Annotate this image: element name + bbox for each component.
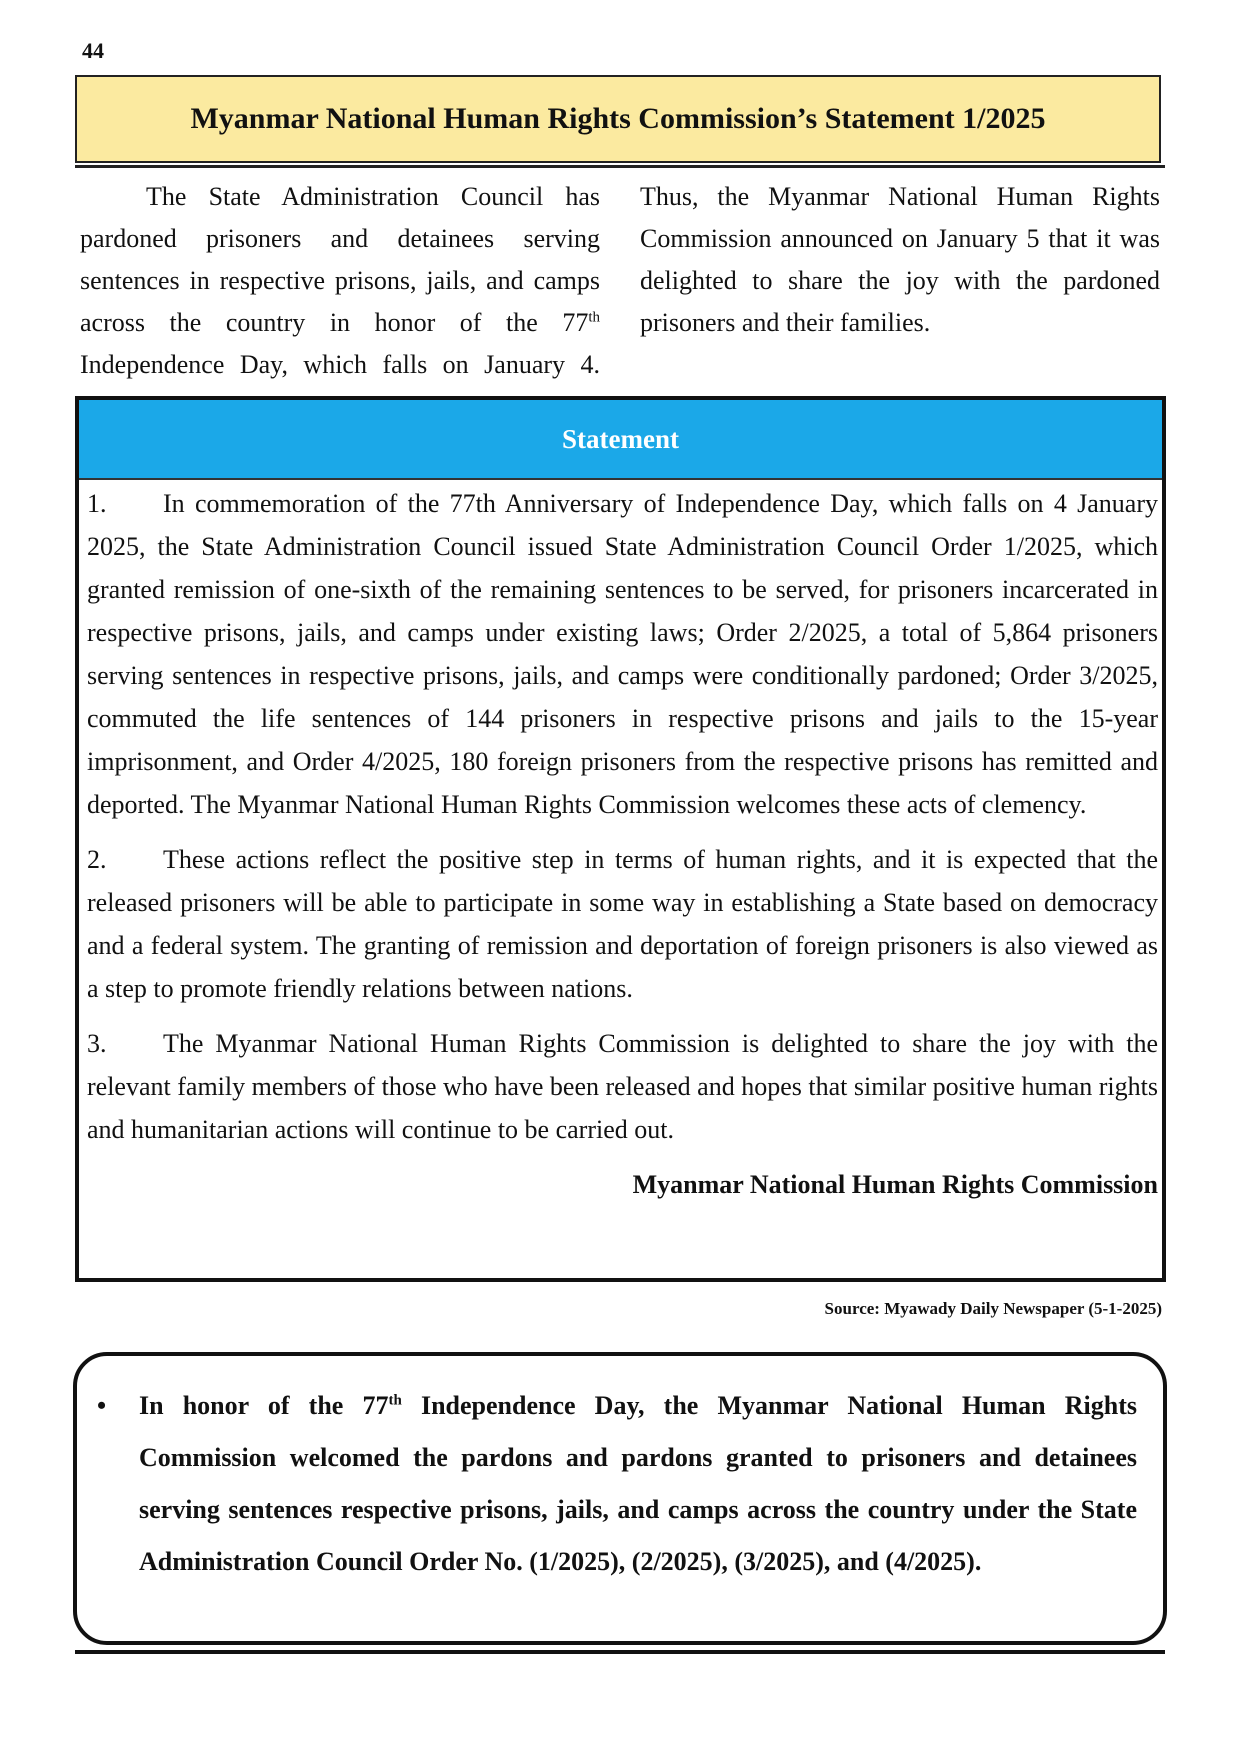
bottom-divider bbox=[75, 1650, 1165, 1654]
paragraph-number: 1. bbox=[87, 489, 107, 518]
page-number: 44 bbox=[82, 38, 104, 63]
statement-box bbox=[75, 396, 1166, 1282]
highlight-text-start: In honor of the 77 bbox=[139, 1391, 389, 1420]
page-title: Myanmar National Human Rights Commission’s Statement 1/2025 bbox=[190, 102, 1046, 135]
paragraph-text: In commemoration of the 77th Anniversary of Independence Day, which falls on 4 January 2025, the State Administration Council issued State Administration Council Order 1/2025, which granted remission of one-sixth of the remaining sentences to be served, for prisoners incarcerated in respective prisons, jails, and camps under existing laws; Order 2/2025, a total of 5,864 prisoners serving sentences in respective prisons, jails, and camps were conditionally pardoned; Order 3/2025, commuted the life sentences of 144 prisoners in respective prisons and jails to the 15-year imprisonment, and Order 4/2025, 180 foreign prisoners from the respective prisons has remitted and deported. The Myanmar National Human Rights Commission welcomes these acts of clemency. bbox=[87, 489, 1158, 819]
paragraph-number: 3. bbox=[87, 1029, 107, 1058]
intro-paragraph bbox=[80, 176, 1160, 386]
statement-paragraph-3 bbox=[87, 1022, 1158, 1151]
statement-heading: Statement bbox=[79, 400, 1162, 480]
statement-paragraph-1 bbox=[87, 482, 1158, 826]
paragraph-text: The Myanmar National Human Rights Commission is delighted to share the joy with the relevant family members of those who have been released and hopes that similar positive human rights and humanitarian actions will continue to be carried out. bbox=[87, 1029, 1158, 1144]
paragraph-text: These actions reflect the positive step in terms of human rights, and it is expected that the released prisoners will be able to participate in some way in establishing a State based on democracy and a federal system. The granting of remission and deportation of foreign prisoners is also viewed as a step to promote friendly relations between nations. bbox=[87, 845, 1158, 1003]
statement-paragraph-2 bbox=[87, 838, 1158, 1010]
highlight-item bbox=[97, 1380, 1137, 1588]
highlight-list bbox=[97, 1380, 1137, 1588]
statement-signature: Myanmar National Human Rights Commission bbox=[632, 1170, 1158, 1199]
highlight-box bbox=[73, 1352, 1167, 1645]
intro-text-end: Independence Day, which falls on January 4. Thus, the Myanmar National Human Rights Commission announced on January 5 that it was delighted to share the joy with the pardoned prisoners and their families. bbox=[80, 182, 1160, 379]
intro-ordinal-suffix: th bbox=[588, 309, 600, 326]
highlight-text-end: Independence Day, the Myanmar National Human Rights Commission welcomed the pardons and pardons granted to prisoners and detainees serving sentences respective prisons, jails, and camps across the country under the State Administration Council Order No. (1/2025), (2/2025), (3/2025), and (4/2025). bbox=[139, 1391, 1138, 1576]
page-title-box bbox=[75, 75, 1161, 163]
title-divider bbox=[75, 165, 1165, 168]
paragraph-number: 2. bbox=[87, 845, 107, 874]
intro-text bbox=[80, 176, 1160, 386]
source-citation: Source: Myawady Daily Newspaper (5-1-2025) bbox=[824, 1299, 1162, 1318]
highlight-ordinal-suffix: th bbox=[388, 1392, 402, 1409]
statement-body bbox=[87, 482, 1158, 1206]
intro-text-start: The State Administration Council has pardoned prisoners and detainees serving sentences in respective prisons, jails, and camps across the country in honor of the 77 bbox=[80, 182, 600, 337]
